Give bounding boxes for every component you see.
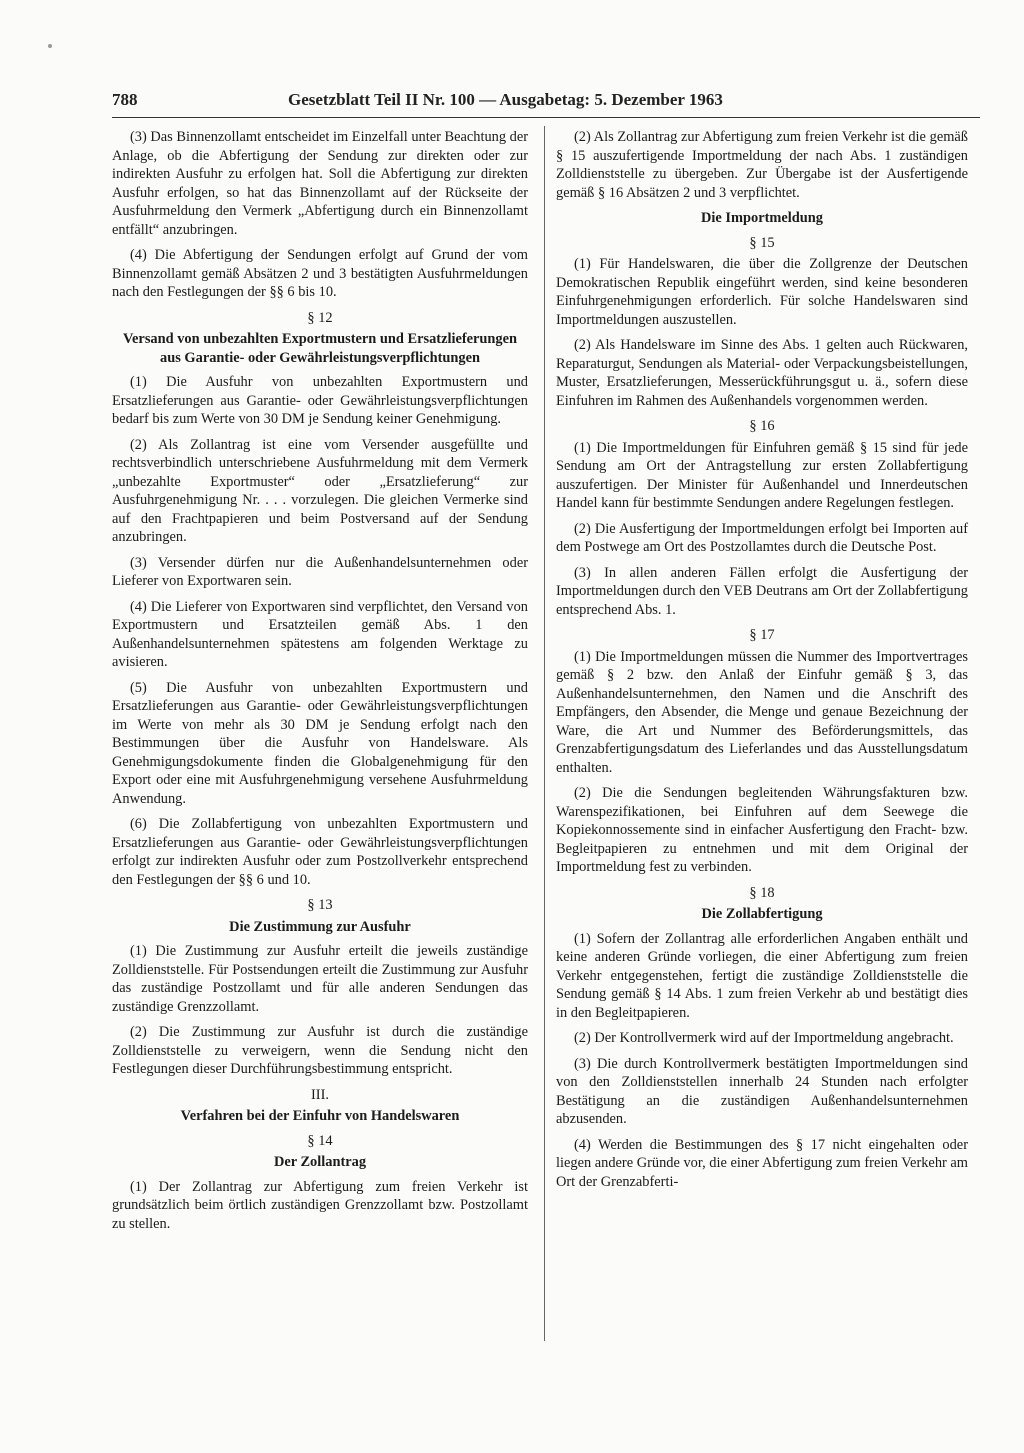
section-number: § 18 bbox=[749, 884, 775, 901]
paragraph: (3) In allen anderen Fällen erfolgt die Ausfertigung der Importmeldungen durch den VEB Deutrans am Ort der Zollabfertigung entsprechend Abs. 1. bbox=[556, 564, 968, 618]
paragraph: (2) Der Kontrollvermerk wird auf der Importmeldung angebracht. bbox=[574, 1030, 954, 1046]
section-heading: Die Importmeldung bbox=[701, 210, 823, 226]
page-number: 788 bbox=[112, 90, 138, 109]
paragraph: (1) Für Handelswaren, die über die Zollgrenze der Deutschen Demokratischen Republik eingeführt werden, sind keine besonderen Einfuhrgenehmigungen erforderlich. Für solche Handelswaren sind Importmeldungen auszustellen. bbox=[556, 256, 968, 328]
section-number: § 16 bbox=[749, 418, 775, 434]
paragraph: (1) Die Zustimmung zur Ausfuhr erteilt die jeweils zuständige Zolldienststelle. Für Postsendungen erteilt die Zustimmung zur Ausfuhr das zuständige Postzollamt und für alle anderen Sendungen das zuständige Grenzzollamt. bbox=[112, 943, 528, 1015]
paragraph: (4) Die Abfertigung der Sendungen erfolgt auf Grund der vom Binnenzollamt gemäß Absätzen 2 und 3 bestätigten Ausfuhrmeldungen nach den Festlegungen der §§ 6 bis 10. bbox=[112, 247, 528, 300]
paragraph: (3) Die durch Kontrollvermerk bestätigten Importmeldungen sind von den Zolldienststellen innerhalb 24 Stunden nach erfolgter Bestätigung an die zuständigen Außenhandelsunternehmen abzusenden. bbox=[556, 1055, 968, 1127]
paragraph: (3) Das Binnenzollamt entscheidet im Einzelfall unter Beachtung der Anlage, ob die Abfertigung der Sendung zur direkten oder zur indirekten Ausfuhr zu erfolgen hat. Soll die Abfertigung zur direkten Ausfuhr erfolgen, so hat das Binnenzollamt auf der Rückseite der Ausfuhrmeldung den Vermerk „Abfertigung durch ein Binnenzollamt entfällt“ anzubringen. bbox=[112, 129, 529, 238]
part-heading: Verfahren bei der Einfuhr von Handelswaren bbox=[180, 1108, 460, 1124]
header-title: Gesetzblatt Teil II Nr. 100 — Ausgabetag: 5. Dezember 1963 bbox=[288, 90, 723, 109]
part-number: III. bbox=[311, 1086, 329, 1103]
page-header bbox=[112, 90, 980, 114]
paragraph: (2) Als Zollantrag ist eine vom Versender ausgefüllte und rechtsverbindlich unterschriebene Ausfuhrmeldung mit dem Vermerk „unbezahlte Exportmuster“ oder „Ersatzlieferung“ zur Ausfuhrgenehmigung Nr. . . . vorzulegen. Die gleichen Vermerke sind auf den Frachtpapieren und beim Postversand auf der Sendung anzubringen. bbox=[112, 436, 528, 545]
paragraph: (2) Die Ausfertigung der Importmeldungen erfolgt bei Importen auf dem Postwege am Ort des Postzollamtes durch die Deutsche Post. bbox=[556, 520, 968, 555]
paragraph: (6) Die Zollabfertigung von unbezahlten Exportmustern und Ersatzlieferungen aus Garantie- oder Gewährleistungsverpflichtungen erfolgt zur indirekten Ausfuhr oder zum Postzollverkehr entsprechend den Festlegungen der §§ 6 und 10. bbox=[112, 816, 528, 888]
section-heading: Versand von unbezahlten Exportmustern und Ersatzlieferungen aus Garantie- oder Gewährleistungsverpflichtungen bbox=[122, 331, 518, 366]
paper-speck bbox=[48, 44, 52, 48]
section-number: § 17 bbox=[749, 627, 775, 643]
paragraph: (4) Die Lieferer von Exportwaren sind verpflichtet, den Versand von Exportmustern und Ersatzteilen gemäß Abs. 1 den Außenhandelsunternehmen spätestens am folgenden Werktage zu avisieren. bbox=[112, 598, 528, 670]
right-column bbox=[556, 128, 968, 1198]
paragraph: (2) Die die Sendungen begleitenden Währungsfakturen bzw. Warenspezifikationen, bei Einfuhren auf dem Seewege die Kopiekonnossemente sind in einfacher Ausfertigung den Fracht- bzw. Begleitpapieren zu entnehmen und mit dem Original der Importmeldung fest zu verbinden. bbox=[556, 785, 968, 875]
section-heading: Die Zollabfertigung bbox=[701, 906, 823, 922]
paragraph: (1) Sofern der Zollantrag alle erforderlichen Angaben enthält und keine anderen Gründe vorliegen, die einer Abfertigung zum freien Verkehr entgegenstehen, fertigt die zuständige Zolldienststelle die Sendung gemäß § 14 Abs. 1 zum freien Verkehr ab und bestätigt dies in den Begleitpapieren. bbox=[556, 930, 968, 1021]
section-number: § 12 bbox=[307, 309, 333, 326]
paragraph: (1) Der Zollantrag zur Abfertigung zum freien Verkehr ist grundsätzlich beim örtlich zuständigen Grenzzollamt bzw. Postzollamt zu stellen. bbox=[112, 1178, 528, 1232]
paragraph: (2) Als Zollantrag zur Abfertigung zum freien Verkehr ist die gemäß § 15 auszufertigende Importmeldung der nach Abs. 1 zuständigen Zolldienststelle zu übergeben. Zur Übergabe ist der Ausfertigende gemäß § 16 Absätzen 2 und 3 verpflichtet. bbox=[556, 129, 968, 201]
column-divider bbox=[544, 126, 545, 1341]
section-number: § 15 bbox=[749, 234, 775, 251]
header-rule bbox=[112, 117, 980, 118]
section-number: § 14 bbox=[307, 1132, 333, 1149]
paragraph: (3) Versender dürfen nur die Außenhandelsunternehmen oder Lieferer von Exportwaren sein. bbox=[112, 554, 528, 589]
paragraph: (2) Die Zustimmung zur Ausfuhr ist durch die zuständige Zolldienststelle zu verweigern, wenn die Sendung nicht den Festlegungen dieser Durchführungsbestimmung entspricht. bbox=[112, 1024, 528, 1077]
paragraph: (1) Die Importmeldungen für Einfuhren gemäß § 15 sind für jede Sendung am Ort der Antragstellung zur ersten Zollabfertigung auszufertigen. Der Minister für Außenhandel und Innerdeutschen Handel kann für bestimmte Sendungen andere Regelungen festlegen. bbox=[556, 439, 968, 511]
paragraph: (5) Die Ausfuhr von unbezahlten Exportmustern und Ersatzlieferungen aus Garantie- oder Gewährleistungsverpflichtungen im Werte von mehr als 30 DM je Sendung erfolgt nach den Bestimmungen über die Ausfuhr von Handelsware. Als Genehmigungsdokumente finden die Globalgenehmigung für den Export oder eine mit Ausfuhrgenehmigung versehene Ausfuhrmeldung Anwendung. bbox=[112, 679, 528, 807]
section-number: § 13 bbox=[307, 897, 333, 913]
paragraph: (1) Die Importmeldungen müssen die Nummer des Importvertrages gemäß § 2 bzw. den Anlaß der Einfuhr gemäß § 3, das Außenhandelsunternehmen, den Namen und die Anschrift des Empfängers, den Absender, die Menge und genaue Bezeichnung der Ware, die Art und Nummer des Beförderungsmittels, das Grenzabfertigungsdatum des Lieferlandes und das Ausstellungsdatum enthalten. bbox=[556, 648, 968, 776]
section-heading: Der Zollantrag bbox=[273, 1154, 367, 1170]
paragraph: (2) Als Handelsware im Sinne des Abs. 1 gelten auch Rückwaren, Reparaturgut, Sendungen als Material- oder Verpackungsbeistellungen, Muster, Ersatzlieferungen, Messerückführungsgut u. ä., sofern diese Einfuhren im Rahmen des Außenhandels vorgenommen werden. bbox=[556, 337, 968, 409]
left-column bbox=[112, 128, 528, 1240]
paragraph: (1) Die Ausfuhr von unbezahlten Exportmustern und Ersatzlieferungen aus Garantie- oder Gewährleistungsverpflichtungen bedarf bis zum Werte von 30 DM je Sendung keiner Genehmigung. bbox=[112, 374, 528, 427]
paragraph: (4) Werden die Bestimmungen des § 17 nicht eingehalten oder liegen andere Gründe vor, die einer Abfertigung zum freien Verkehr am Ort der Grenzabferti- bbox=[556, 1136, 968, 1190]
section-heading: Die Zustimmung zur Ausfuhr bbox=[229, 918, 411, 935]
